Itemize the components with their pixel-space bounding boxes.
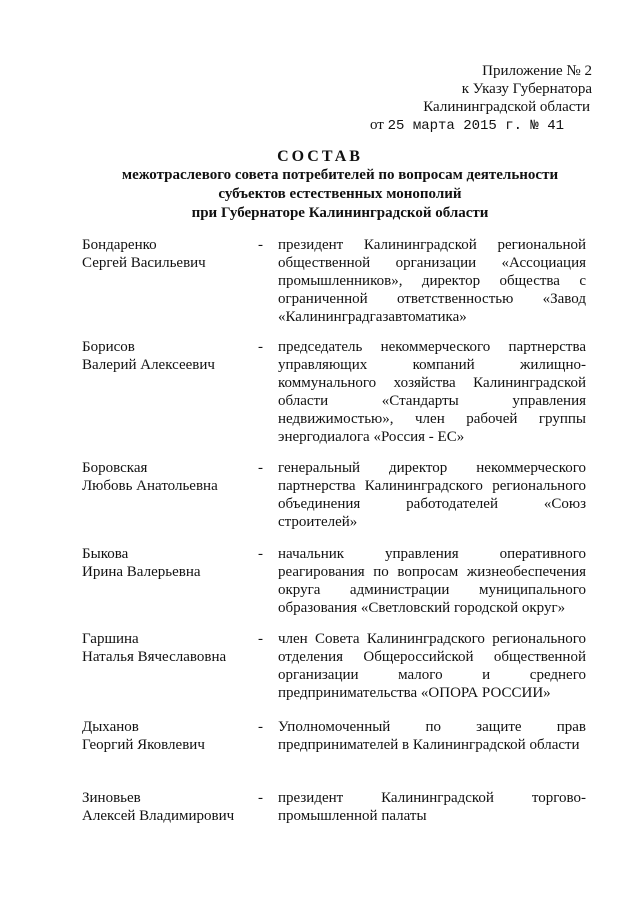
- appendix-line-1: Приложение № 2: [482, 63, 592, 79]
- member-role: [278, 459, 586, 531]
- member-role-line: ограниченной ответственностью «Завод: [278, 291, 586, 307]
- member-role-line: объединения работодателей «Союз: [278, 496, 586, 512]
- member-dash: -: [258, 546, 263, 562]
- member-dash: -: [258, 460, 263, 476]
- member-role-line: отделения Общероссийской общественной: [278, 649, 586, 665]
- member-role: [278, 718, 586, 754]
- member-role-line: генеральный директор некоммерческого: [278, 460, 586, 476]
- member-role: [278, 545, 586, 617]
- member-surname: Борисов: [82, 339, 135, 355]
- date-value: 25 марта 2015 г. № 41: [387, 118, 565, 134]
- member-role: [278, 630, 586, 702]
- member-role-line: коммунального хозяйства Калининградской: [278, 375, 586, 391]
- member-dash: -: [258, 790, 263, 806]
- member-dash: -: [258, 631, 263, 647]
- member-role-line: общественной организации «Ассоциация: [278, 255, 586, 271]
- member-given-names: Ирина Валерьевна: [82, 564, 201, 580]
- member-role-line: промышленников», директор общества с: [278, 273, 586, 289]
- member-dash: -: [258, 237, 263, 253]
- member-dash: -: [258, 339, 263, 355]
- member-role-line: реагирования по вопросам жизнеобеспечения: [278, 564, 586, 580]
- member-role-line: предпринимателей в Калининградской области: [278, 737, 580, 753]
- member-name: [82, 630, 262, 666]
- member-role-line: энергодиалога «Россия - ЕС»: [278, 429, 465, 445]
- member-surname: Боровская: [82, 460, 148, 476]
- member-given-names: Валерий Алексеевич: [82, 357, 215, 373]
- member-given-names: Любовь Анатольевна: [82, 478, 218, 494]
- member-role: [278, 338, 586, 446]
- member-role-line: недвижимостью», член рабочей группы: [278, 411, 586, 427]
- member-role-line: президент Калининградской торгово-: [278, 790, 586, 806]
- member-name: [82, 459, 262, 495]
- member-given-names: Сергей Васильевич: [82, 255, 206, 271]
- member-name: [82, 338, 262, 374]
- member-given-names: Наталья Вячеславовна: [82, 649, 227, 665]
- member-role-line: управляющих компаний жилищно-: [278, 357, 586, 373]
- member-role-line: председатель некоммерческого партнерства: [278, 339, 586, 355]
- member-role-line: области «Стандарты управления: [278, 393, 586, 409]
- appendix-date-line: [370, 116, 564, 135]
- member-name: [82, 789, 262, 825]
- member-surname: Дыханов: [82, 719, 139, 735]
- member-surname: Бондаренко: [82, 237, 157, 253]
- member-surname: Зиновьев: [82, 790, 141, 806]
- member-name: [82, 718, 262, 754]
- appendix-line-2: к Указу Губернатора: [461, 81, 592, 97]
- subtitle-line-3: при Губернаторе Калининградской области: [191, 205, 489, 221]
- member-surname: Гаршина: [82, 631, 139, 647]
- appendix-line-3: Калининградской области: [423, 99, 590, 115]
- member-role-line: член Совета Калининградского регионального: [278, 631, 586, 647]
- member-role-line: строителей»: [278, 514, 358, 530]
- member-role: [278, 236, 586, 326]
- member-role-line: «Калининградгазавтоматика»: [278, 309, 467, 325]
- member-role: [278, 789, 586, 825]
- member-role-line: начальник управления оперативного: [278, 546, 586, 562]
- document-subtitle: [60, 166, 620, 223]
- member-name: [82, 236, 262, 272]
- member-role-line: организации малого и среднего: [278, 667, 586, 683]
- appendix-header: [360, 62, 592, 134]
- member-role-line: образования «Светловский городской округ»: [278, 600, 566, 616]
- document-title: СОСТАВ: [277, 148, 363, 165]
- member-given-names: Алексей Владимирович: [82, 808, 235, 824]
- member-role-line: промышленной палаты: [278, 808, 427, 824]
- subtitle-line-1: межотраслевого совета потребителей по вопросам деятельности: [121, 167, 559, 183]
- subtitle-line-2: субъектов естественных монополий: [218, 186, 462, 202]
- member-given-names: Георгий Яковлевич: [82, 737, 205, 753]
- member-role-line: президент Калининградской региональной: [278, 237, 586, 253]
- member-role-line: предпринимательства «ОПОРА РОССИИ»: [278, 685, 551, 701]
- date-prefix: от: [370, 117, 384, 133]
- member-role-line: округа администрации муниципального: [278, 582, 586, 598]
- member-surname: Быкова: [82, 546, 129, 562]
- member-dash: -: [258, 719, 263, 735]
- member-role-line: Уполномоченный по защите прав: [278, 719, 586, 735]
- member-role-line: партнерства Калининградского регионального: [278, 478, 586, 494]
- member-name: [82, 545, 262, 581]
